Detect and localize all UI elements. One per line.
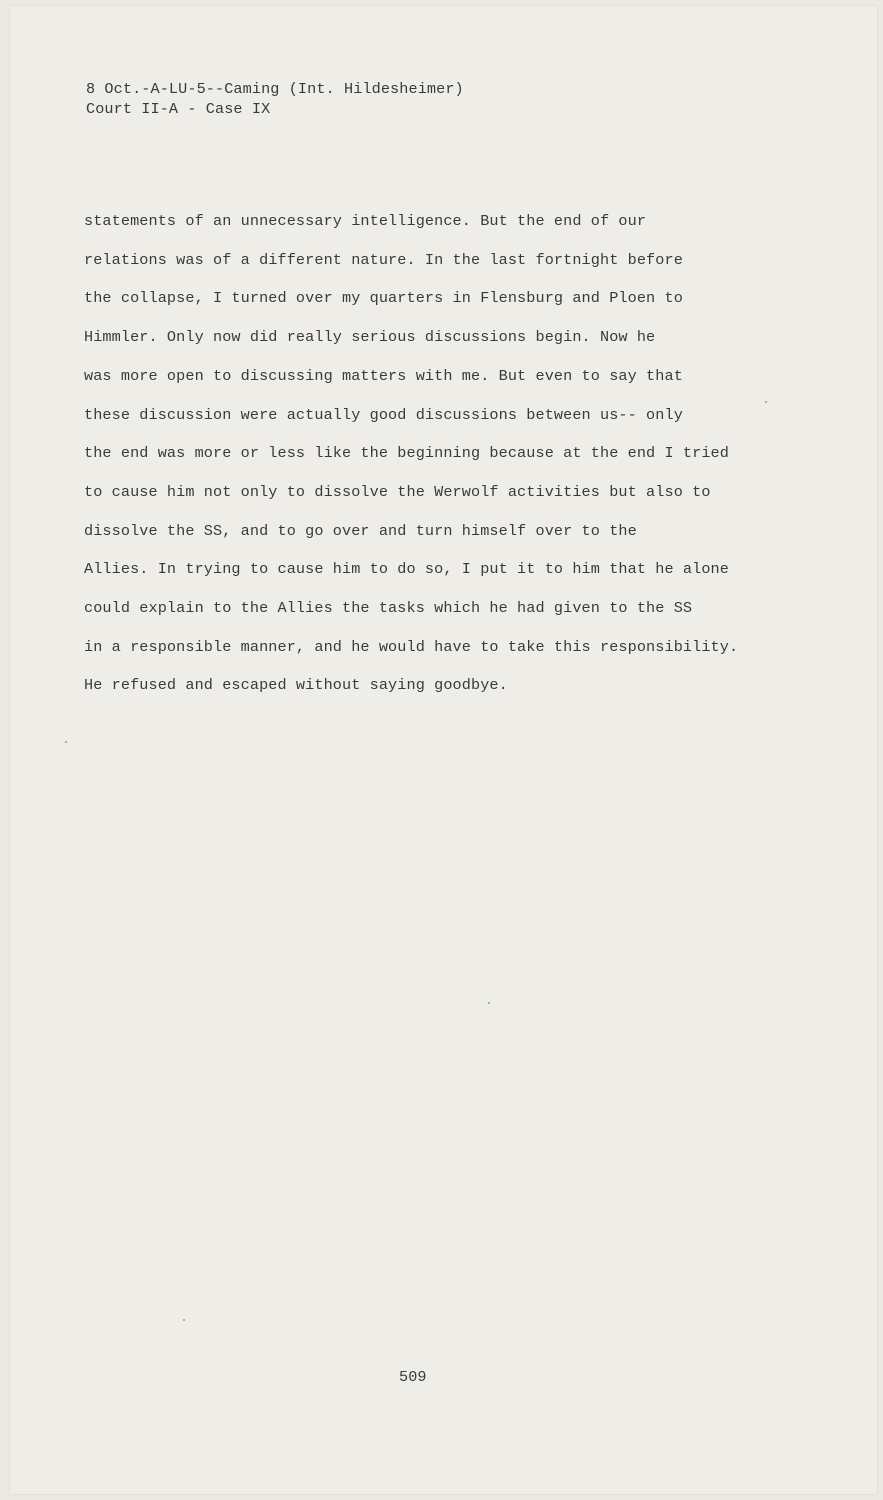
paper-speck: [765, 401, 767, 403]
body-line: in a responsible manner, and he would have to take this responsibility.: [84, 637, 739, 656]
body-line: the collapse, I turned over my quarters in Flensburg and Ploen to: [84, 289, 683, 308]
body-line: was more open to discussing matters with me. But even to say that: [84, 366, 683, 385]
page-number: 509: [399, 1368, 427, 1386]
body-line: could explain to the Allies the tasks which he had given to the SS: [84, 599, 693, 618]
body-line: He refused and escaped without saying goodbye.: [84, 676, 508, 695]
paper-speck: [488, 1002, 490, 1004]
testimony-body: [84, 202, 738, 705]
document-page: [10, 6, 877, 1494]
header-line-date-reference: 8 Oct.-A-LU-5--Caming (Int. Hildesheimer): [86, 80, 464, 98]
header-line-court-case: Court II-A - Case IX: [86, 100, 271, 118]
body-line: Allies. In trying to cause him to do so, I put it to him that he alone: [84, 560, 729, 579]
body-line: relations was of a different nature. In the last fortnight before: [84, 250, 683, 269]
body-line: these discussion were actually good discussions between us-- only: [84, 405, 683, 424]
body-line: Himmler. Only now did really serious discussions begin. Now he: [84, 328, 656, 347]
document-header: [86, 79, 464, 119]
body-line: dissolve the SS, and to go over and turn himself over to the: [84, 521, 637, 540]
body-line: statements of an unnecessary intelligence. But the end of our: [84, 212, 647, 230]
paper-speck: [183, 1319, 185, 1321]
body-line: to cause him not only to dissolve the Werwolf activities but also to: [84, 482, 711, 501]
paper-speck: [65, 741, 67, 743]
body-line: the end was more or less like the beginning because at the end I tried: [84, 444, 729, 463]
